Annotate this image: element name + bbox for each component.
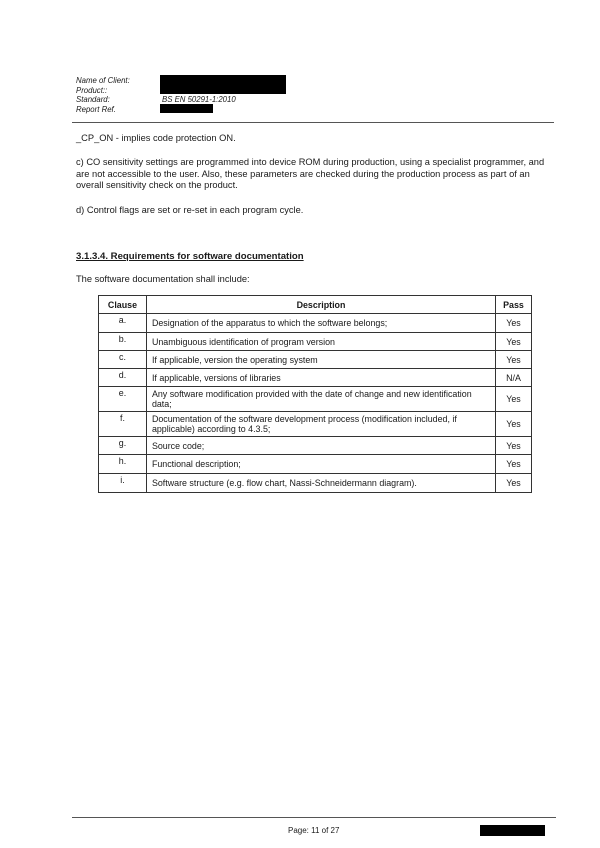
pass-cell: Yes (496, 455, 532, 474)
clause-cell: i. (99, 474, 147, 493)
section-intro: The software documentation shall include: (76, 274, 250, 284)
footer-redaction (480, 825, 545, 836)
pass-cell: Yes (496, 333, 532, 351)
description-cell: Documentation of the software development process (modification included, if applicable) according to 4.3.5; (146, 412, 495, 437)
clause-cell: b. (99, 333, 147, 351)
pass-cell: Yes (496, 474, 532, 493)
section-title: 3.1.3.4. Requirements for software documentation (76, 251, 304, 262)
pass-cell: Yes (496, 412, 532, 437)
description-cell: Unambiguous identification of program version (146, 333, 495, 351)
product-row (76, 86, 556, 96)
table-header-row (99, 296, 532, 314)
standard-label: Standard: (76, 95, 110, 104)
clause-cell: f. (99, 412, 147, 437)
description-header: Description (146, 296, 495, 314)
client-label: Name of Client: (76, 76, 130, 85)
client-row (76, 76, 556, 86)
report-label: Report Ref. (76, 104, 116, 114)
pass-cell: Yes (496, 351, 532, 369)
description-cell: If applicable, versions of libraries (146, 369, 495, 387)
pass-header: Pass (496, 296, 532, 314)
clause-cell: a. (99, 314, 147, 333)
table-row (99, 455, 532, 474)
table-row (99, 369, 532, 387)
standard-value: BS EN 50291-1:2010 (162, 95, 236, 104)
paragraph-d: d) Control flags are set or re-set in each program cycle. (76, 205, 304, 215)
cp-on-note: _CP_ON - implies code protection ON. (76, 133, 236, 143)
standard-row (76, 95, 556, 105)
document-header (76, 76, 556, 114)
requirements-table (98, 295, 532, 493)
table-row (99, 333, 532, 351)
client-product-redaction (160, 75, 286, 94)
pass-cell: Yes (496, 387, 532, 412)
clause-header: Clause (99, 296, 147, 314)
description-cell: Designation of the apparatus to which the software belongs; (146, 314, 495, 333)
description-cell: If applicable, version the operating system (146, 351, 495, 369)
description-cell: Software structure (e.g. flow chart, Nassi-Schneidermann diagram). (146, 474, 495, 493)
table-row (99, 412, 532, 437)
report-ref-redaction (160, 104, 213, 113)
pass-cell: Yes (496, 437, 532, 455)
table-row (99, 437, 532, 455)
clause-cell: d. (99, 369, 147, 387)
clause-cell: e. (99, 387, 147, 412)
header-divider (72, 122, 554, 123)
pass-cell: N/A (496, 369, 532, 387)
description-cell: Source code; (146, 437, 495, 455)
table-row (99, 387, 532, 412)
clause-cell: c. (99, 351, 147, 369)
table-row (99, 474, 532, 493)
description-cell: Functional description; (146, 455, 495, 474)
clause-cell: g. (99, 437, 147, 455)
table-row (99, 351, 532, 369)
pass-cell: Yes (496, 314, 532, 333)
table-row (99, 314, 532, 333)
paragraph-c: c) CO sensitivity settings are programmed into device ROM during production, using a specialist programmer, and are not accessible to the user. Also, these parameters are checked during the production process as part of an overall sensitivity check on the product. (76, 157, 545, 190)
clause-cell: h. (99, 455, 147, 474)
report-row (76, 105, 556, 115)
product-label: Product:: (76, 85, 108, 95)
description-cell: Any software modification provided with the date of change and new identification data; (146, 387, 495, 412)
page-number: Page: 11 of 27 (288, 826, 340, 835)
footer-divider (72, 817, 556, 818)
